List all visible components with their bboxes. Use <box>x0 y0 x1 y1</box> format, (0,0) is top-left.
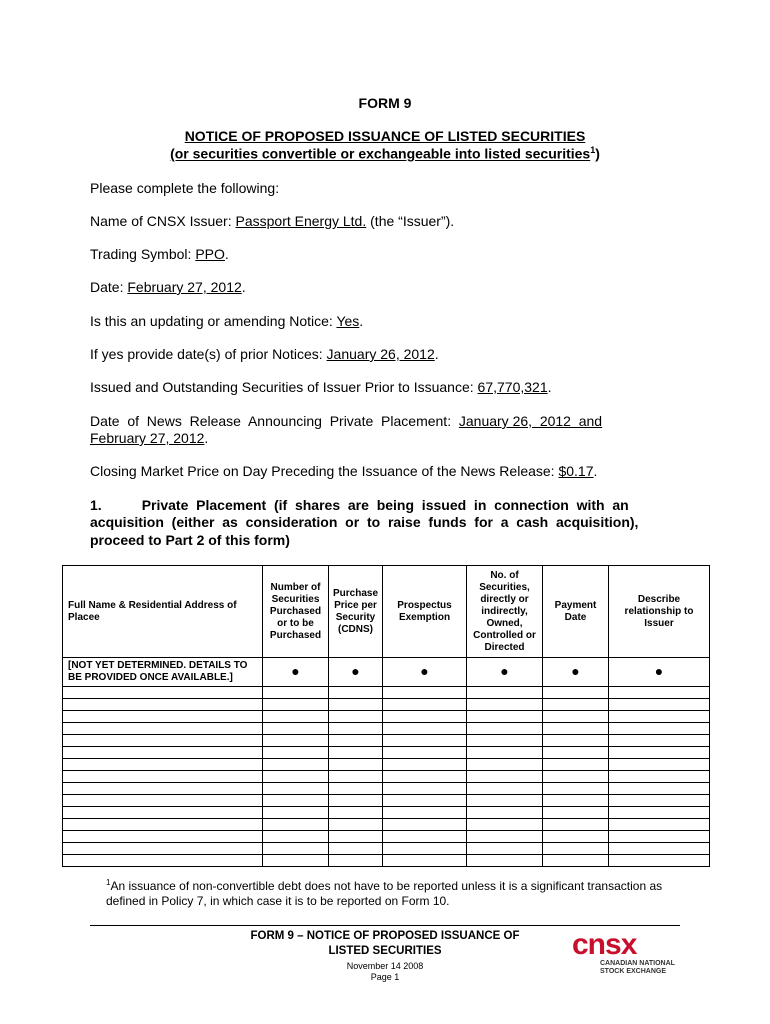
table-cell <box>467 783 543 795</box>
news-label: Date of News Release Announcing Private Placement: <box>90 413 459 429</box>
logo-mark: cnsx <box>572 928 637 961</box>
table-cell <box>63 771 263 783</box>
table-cell <box>467 747 543 759</box>
table-cell <box>329 699 383 711</box>
table-cell <box>63 819 263 831</box>
table-header-row <box>63 566 710 658</box>
issuer-line <box>90 213 680 230</box>
table-cell <box>263 831 329 843</box>
table-cell <box>329 735 383 747</box>
table-cell <box>63 843 263 855</box>
table-cell <box>63 711 263 723</box>
table-cell <box>329 783 383 795</box>
table-cell <box>329 747 383 759</box>
form-subtitle-text: (or securities convertible or exchangeable into listed securities <box>170 145 591 162</box>
table-cell <box>609 831 710 843</box>
bullet-icon: ● <box>351 662 360 679</box>
table-cell <box>467 735 543 747</box>
table-cell <box>263 759 329 771</box>
table-cell <box>329 795 383 807</box>
issuer-value: Passport Energy Ltd. <box>235 213 367 229</box>
table-row <box>63 687 710 699</box>
news-line <box>90 413 680 430</box>
table-row <box>63 658 710 687</box>
header-prospectus-exemption: Prospectus Exemption <box>383 566 467 658</box>
price-line <box>90 463 680 480</box>
footer-divider <box>90 925 680 926</box>
table-cell <box>383 771 467 783</box>
section-1-line-3: proceed to Part 2 of this form) <box>90 532 290 548</box>
table-row <box>63 711 710 723</box>
table-cell <box>467 711 543 723</box>
form-title: NOTICE OF PROPOSED ISSUANCE OF LISTED SECURITIES <box>184 128 586 144</box>
header-payment-date: Payment Date <box>543 566 609 658</box>
table-cell <box>543 783 609 795</box>
table-cell <box>383 855 467 867</box>
table-cell <box>63 747 263 759</box>
table-cell <box>63 735 263 747</box>
table-cell <box>383 699 467 711</box>
issuer-suffix: (the “Issuer”). <box>366 213 455 229</box>
table-cell <box>263 735 329 747</box>
table-cell <box>329 807 383 819</box>
table-cell <box>63 807 263 819</box>
table-cell <box>609 699 710 711</box>
table-cell <box>263 711 329 723</box>
table-cell <box>609 783 710 795</box>
table-cell <box>467 759 543 771</box>
outstanding-line <box>90 379 680 396</box>
period: . <box>241 279 246 295</box>
footer-title-1: FORM 9 – NOTICE OF PROPOSED ISSUANCE OF <box>250 930 520 942</box>
table-cell <box>263 819 329 831</box>
table-cell <box>609 843 710 855</box>
table-cell <box>263 699 329 711</box>
table-cell <box>543 711 609 723</box>
footnote-line-1 <box>106 875 716 894</box>
table-cell <box>383 819 467 831</box>
news-line-2 <box>90 430 680 447</box>
table-cell <box>329 843 383 855</box>
date-value: February 27, 2012 <box>127 279 242 295</box>
prior-label: If yes provide date(s) of prior Notices: <box>90 346 327 362</box>
table-cell <box>383 723 467 735</box>
table-cell <box>263 795 329 807</box>
form-subtitle-close: ) <box>595 145 600 162</box>
table-cell <box>543 699 609 711</box>
table-cell <box>263 723 329 735</box>
table-cell <box>63 831 263 843</box>
table-row <box>63 747 710 759</box>
table-cell <box>383 711 467 723</box>
footer-page: Page 1 <box>370 972 400 982</box>
table-cell <box>467 855 543 867</box>
bullet-cell <box>543 658 609 687</box>
table-cell <box>63 783 263 795</box>
blank-rows <box>63 687 710 867</box>
table-cell <box>543 759 609 771</box>
table-cell <box>609 711 710 723</box>
table-cell <box>63 723 263 735</box>
footer-date: November 14 2008 <box>346 961 424 971</box>
section-1-line-1: Private Placement (if shares are being issued in connection with an <box>141 497 629 513</box>
period: . <box>593 463 598 479</box>
table-cell <box>263 843 329 855</box>
table-cell <box>263 771 329 783</box>
outstanding-label: Issued and Outstanding Securities of Issuer Prior to Issuance: <box>90 379 478 395</box>
table-cell <box>609 747 710 759</box>
symbol-value: PPO <box>195 246 225 262</box>
bullet-icon: ● <box>654 662 664 679</box>
amend-label: Is this an updating or amending Notice: <box>90 313 337 329</box>
price-value: $0.17 <box>558 463 594 479</box>
amend-value: Yes <box>336 313 360 329</box>
amend-line <box>90 313 680 330</box>
bullet-icon: ● <box>291 662 300 679</box>
prior-value: January 26, 2012 <box>326 346 435 362</box>
table-cell <box>329 831 383 843</box>
prior-line <box>90 346 680 363</box>
table-cell <box>609 735 710 747</box>
table-row <box>63 699 710 711</box>
date-label: Date: <box>90 279 128 295</box>
price-label: Closing Market Price on Day Preceding the Issuance of the News Release: <box>90 463 559 479</box>
table-cell <box>467 723 543 735</box>
footer-title-2: LISTED SECURITIES <box>328 945 442 957</box>
table-row <box>63 783 710 795</box>
table-cell <box>467 819 543 831</box>
table-cell <box>383 807 467 819</box>
table-cell <box>543 735 609 747</box>
table-cell <box>467 795 543 807</box>
table-cell <box>329 819 383 831</box>
placee-table <box>62 565 710 867</box>
outstanding-value: 67,770,321 <box>477 379 548 395</box>
table-row <box>63 771 710 783</box>
table-cell <box>543 687 609 699</box>
footnote-line-2: defined in Policy 7, in which case it is to be reported on Form 10. <box>106 894 450 908</box>
table-cell <box>329 687 383 699</box>
table-cell <box>63 687 263 699</box>
section-1-heading <box>90 497 680 514</box>
table-cell <box>609 759 710 771</box>
table-cell <box>263 783 329 795</box>
issuer-label: Name of CNSX Issuer: <box>90 213 236 229</box>
table-cell <box>543 831 609 843</box>
form-number: FORM 9 <box>358 95 412 111</box>
table-cell <box>609 819 710 831</box>
footnote-text-1: An issuance of non-convertible debt does not have to be reported unless it is a significant transaction as <box>110 879 663 893</box>
table-cell <box>467 831 543 843</box>
table-cell <box>609 723 710 735</box>
period: . <box>224 246 229 262</box>
table-row <box>63 855 710 867</box>
news-value-1: January 26, 2012 and <box>458 413 603 429</box>
table-cell <box>63 699 263 711</box>
table-cell <box>329 771 383 783</box>
table-cell <box>263 807 329 819</box>
period: . <box>359 313 364 329</box>
table-cell <box>263 747 329 759</box>
header-securities-owned: No. of Securities, directly or indirectly, Owned, Controlled or Directed <box>467 566 543 658</box>
form-subtitle-sup: 1 <box>590 145 596 155</box>
table-cell <box>383 843 467 855</box>
table-cell <box>543 807 609 819</box>
section-1-line-2: acquisition (either as consideration or to raise funds for a cash acquisition), <box>90 514 639 530</box>
footnote-sup: 1 <box>106 878 111 887</box>
table-cell <box>383 735 467 747</box>
header-relationship: Describe relationship to Issuer <box>609 566 710 658</box>
table-cell <box>383 687 467 699</box>
table-cell <box>609 855 710 867</box>
table-cell <box>467 687 543 699</box>
period: . <box>547 379 552 395</box>
table-cell <box>329 723 383 735</box>
bullet-cell <box>263 658 329 687</box>
table-cell <box>263 855 329 867</box>
table-cell <box>383 831 467 843</box>
table-row <box>63 735 710 747</box>
table-cell <box>543 819 609 831</box>
table-cell <box>63 795 263 807</box>
table-row <box>63 759 710 771</box>
period: . <box>434 346 439 362</box>
table-cell <box>467 843 543 855</box>
bullet-icon: ● <box>500 662 509 679</box>
table-cell <box>609 807 710 819</box>
table-row <box>63 843 710 855</box>
table-cell <box>543 723 609 735</box>
table-cell <box>543 771 609 783</box>
table-row <box>63 831 710 843</box>
table-cell <box>263 687 329 699</box>
bullet-cell <box>467 658 543 687</box>
table-cell <box>609 795 710 807</box>
cnsx-logo <box>572 930 682 980</box>
table-cell <box>329 711 383 723</box>
bullet-cell <box>609 658 710 687</box>
period: . <box>204 430 209 446</box>
table-cell <box>467 771 543 783</box>
table-cell <box>467 807 543 819</box>
table-cell <box>383 783 467 795</box>
symbol-label: Trading Symbol: <box>90 246 196 262</box>
table-cell <box>543 855 609 867</box>
table-row <box>63 795 710 807</box>
header-purchase-price: Purchase Price per Security (CDNS) <box>329 566 383 658</box>
table-row <box>63 819 710 831</box>
date-line <box>90 279 680 296</box>
table-cell <box>467 699 543 711</box>
header-placee: Full Name & Residential Address of Placee <box>63 566 263 658</box>
table-cell <box>609 687 710 699</box>
section-1-number: 1. <box>90 497 102 513</box>
symbol-line <box>90 246 680 263</box>
table-cell <box>609 771 710 783</box>
news-value-2: February 27, 2012 <box>90 430 205 446</box>
table-cell <box>329 759 383 771</box>
table-cell <box>383 759 467 771</box>
logo-subtitle-2: STOCK EXCHANGE <box>600 968 666 975</box>
table-cell <box>543 843 609 855</box>
table-row <box>63 723 710 735</box>
placee-cell: [NOT YET DETERMINED. DETAILS TO BE PROVIDED ONCE AVAILABLE.] <box>63 658 263 687</box>
bullet-icon: ● <box>571 662 580 679</box>
logo-subtitle-1: CANADIAN NATIONAL <box>600 960 675 967</box>
table-cell <box>63 759 263 771</box>
table-cell <box>543 747 609 759</box>
bullet-cell <box>329 658 383 687</box>
table-cell <box>329 855 383 867</box>
header-number-securities: Number of Securities Purchased or to be Purchased <box>263 566 329 658</box>
table-cell <box>543 795 609 807</box>
table-row <box>63 807 710 819</box>
bullet-cell <box>383 658 467 687</box>
form-subtitle <box>0 145 770 162</box>
please-complete: Please complete the following: <box>90 180 280 196</box>
table-cell <box>383 795 467 807</box>
table-cell <box>383 747 467 759</box>
table-cell <box>63 855 263 867</box>
bullet-icon: ● <box>420 662 429 679</box>
